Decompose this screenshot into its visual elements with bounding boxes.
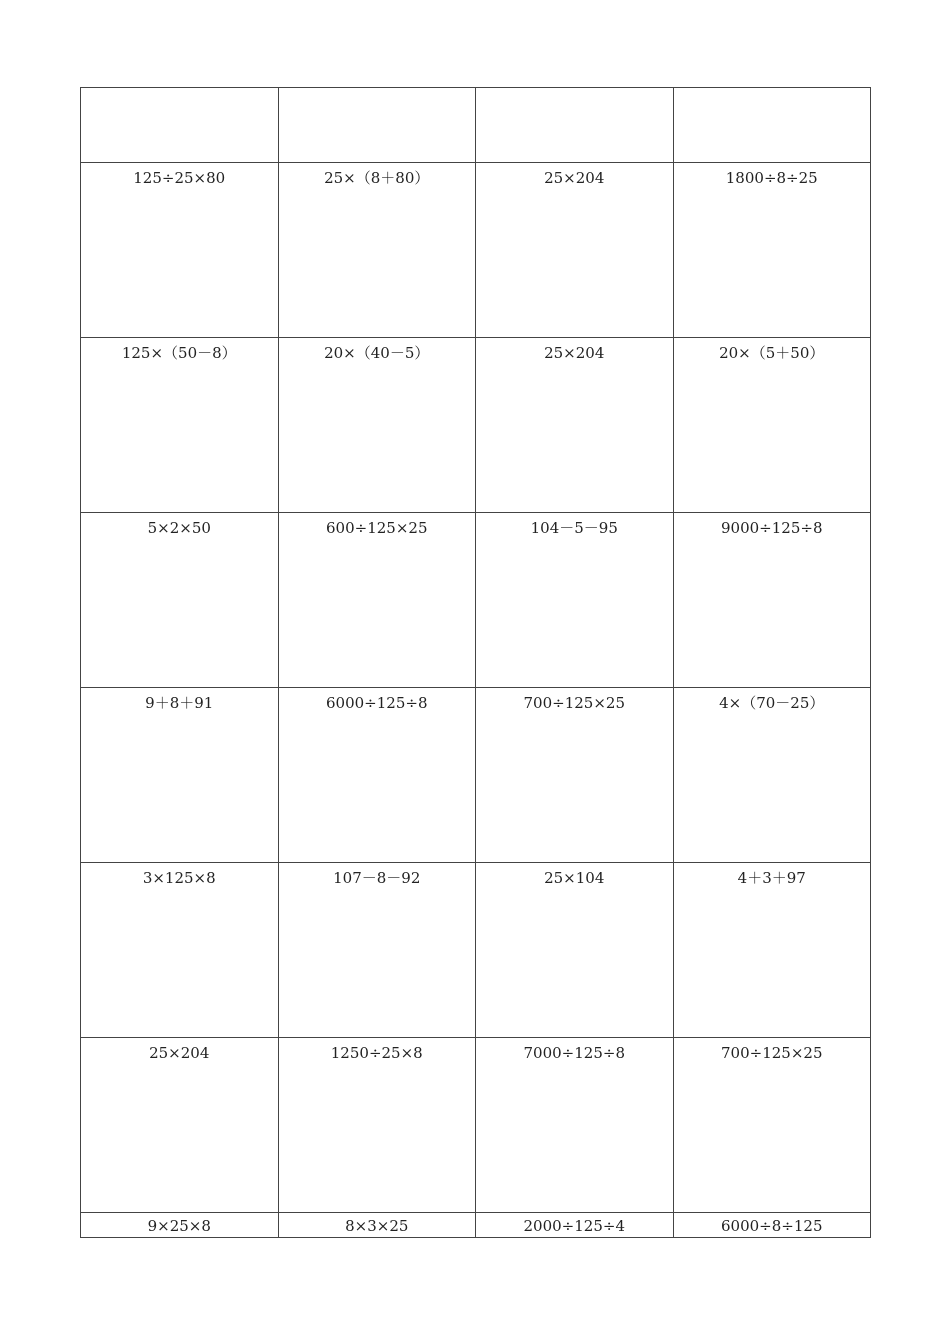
grid-cell	[278, 1038, 476, 1213]
expression: 6000÷8÷125	[721, 1217, 823, 1235]
expression: 104－5－95	[530, 519, 618, 537]
grid-cell	[476, 163, 674, 338]
grid-cell	[81, 513, 279, 688]
grid-cell	[278, 88, 476, 163]
grid-cell	[673, 863, 871, 1038]
expression: 25×104	[544, 869, 605, 887]
grid-cell	[476, 1038, 674, 1213]
grid-cell	[673, 88, 871, 163]
expression: 1800÷8÷25	[725, 169, 818, 187]
expression	[279, 88, 476, 94]
grid-row	[81, 338, 871, 513]
worksheet-grid	[80, 87, 871, 1238]
grid-row-header-blank	[81, 88, 871, 163]
grid-row	[81, 688, 871, 863]
expression	[81, 88, 278, 94]
expression: 2000÷125÷4	[523, 1217, 625, 1235]
expression	[674, 88, 871, 94]
expression: 25×204	[544, 169, 605, 187]
grid-cell	[673, 163, 871, 338]
expression: 25×204	[149, 1044, 210, 1062]
expression	[476, 88, 673, 94]
grid-row	[81, 163, 871, 338]
expression: 6000÷125÷8	[326, 694, 428, 712]
grid-cell	[278, 338, 476, 513]
expression: 9000÷125÷8	[721, 519, 823, 537]
expression: 1250÷25×8	[330, 1044, 423, 1062]
grid-cell	[278, 863, 476, 1038]
expression: 600÷125×25	[326, 519, 428, 537]
grid-cell	[476, 863, 674, 1038]
expression: 5×2×50	[147, 519, 211, 537]
expression: 9＋8＋91	[145, 694, 214, 712]
grid-row	[81, 863, 871, 1038]
expression: 125÷25×80	[133, 169, 226, 187]
expression: 107－8－92	[333, 869, 421, 887]
grid-cell	[476, 513, 674, 688]
expression: 9×25×8	[147, 1217, 211, 1235]
expression: 4＋3＋97	[737, 869, 806, 887]
grid-row	[81, 1038, 871, 1213]
grid-cell	[673, 1213, 871, 1238]
grid-cell	[81, 163, 279, 338]
grid-cell	[476, 88, 674, 163]
expression: 25×（8＋80）	[324, 169, 430, 187]
expression: 700÷125×25	[721, 1044, 823, 1062]
expression: 20×（5＋50）	[719, 344, 825, 362]
grid-cell	[278, 513, 476, 688]
expression: 25×204	[544, 344, 605, 362]
grid-cell	[81, 1213, 279, 1238]
expression: 7000÷125÷8	[523, 1044, 625, 1062]
expression: 3×125×8	[142, 869, 216, 887]
grid-cell	[476, 1213, 674, 1238]
grid-cell	[673, 688, 871, 863]
grid-cell	[81, 863, 279, 1038]
grid-cell	[81, 338, 279, 513]
grid-cell	[476, 338, 674, 513]
grid-cell	[673, 513, 871, 688]
grid-cell	[673, 338, 871, 513]
expression: 125×（50－8）	[121, 344, 237, 362]
grid-cell	[81, 688, 279, 863]
grid-cell	[81, 1038, 279, 1213]
grid-cell	[278, 688, 476, 863]
expression: 700÷125×25	[523, 694, 625, 712]
grid-cell	[278, 163, 476, 338]
grid-cell	[673, 1038, 871, 1213]
grid-row	[81, 513, 871, 688]
grid-cell	[476, 688, 674, 863]
grid-row	[81, 1213, 871, 1238]
grid-cell	[278, 1213, 476, 1238]
grid-cell	[81, 88, 279, 163]
expression: 20×（40－5）	[324, 344, 430, 362]
expression: 4×（70－25）	[719, 694, 825, 712]
expression: 8×3×25	[345, 1217, 409, 1235]
